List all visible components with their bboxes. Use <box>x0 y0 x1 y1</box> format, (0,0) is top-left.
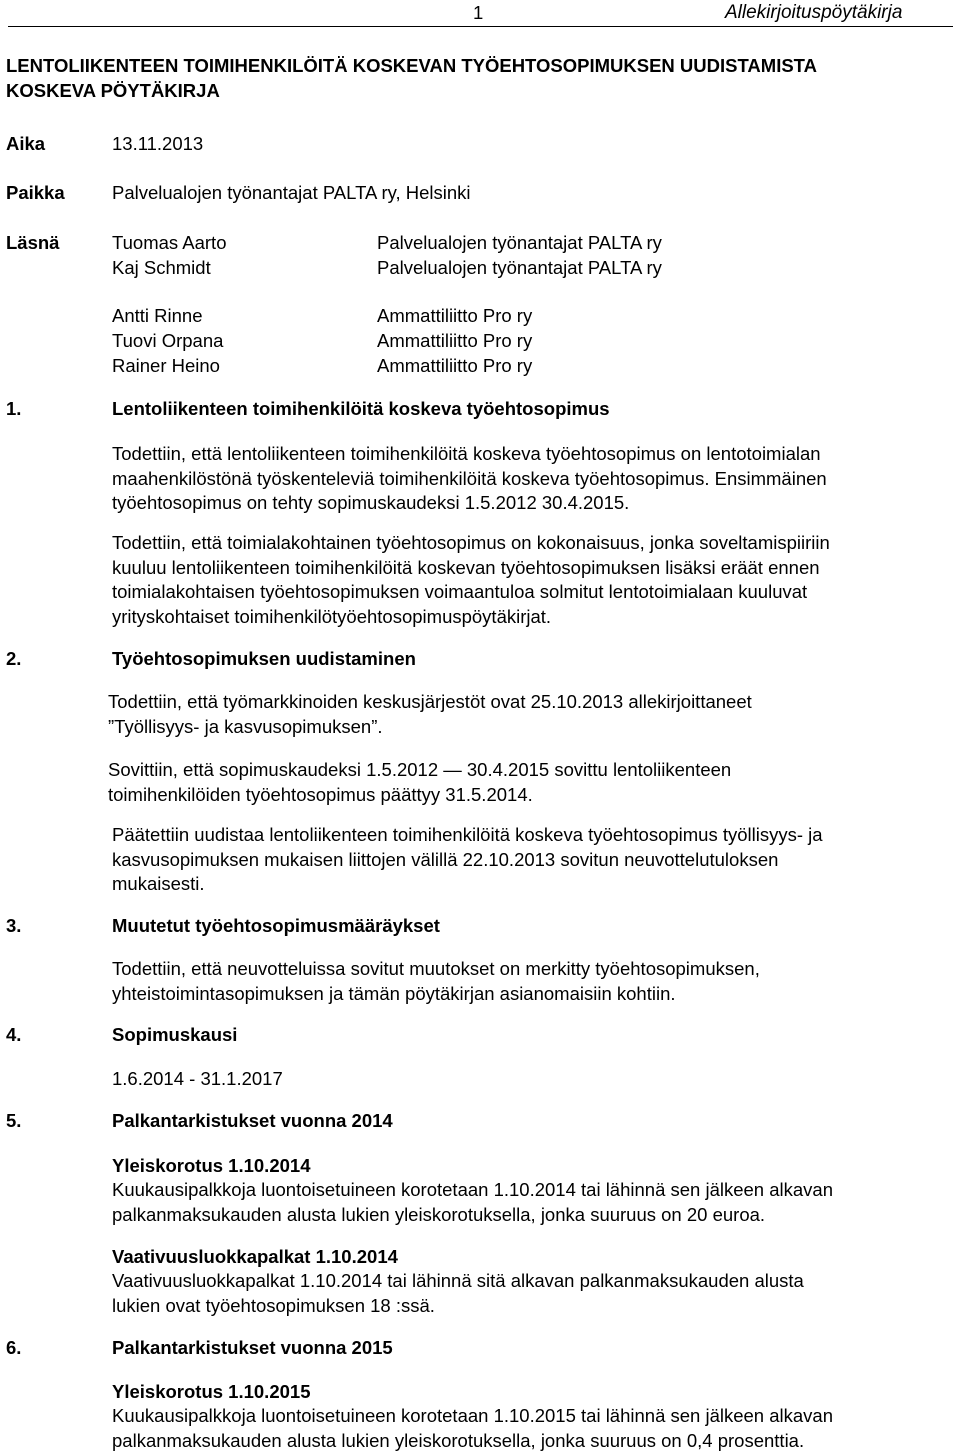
paragraph-line: Päätettiin uudistaa lentoliikenteen toimihenkilöitä koskeva työehtosopimus työllisyys- ja <box>112 824 823 845</box>
paragraph-line: maahenkilöstönä työskenteleviä toimihenkilöitä koskeva työehtosopimus. Ensimmäinen <box>112 467 827 489</box>
paragraph-line: Kuukausipalkkoja luontoisetuineen korotetaan 1.10.2014 tai lähinnä sen jälkeen alkavan <box>112 1179 833 1200</box>
paragraph-line: Todettiin, että työmarkkinoiden keskusjärjestöt ovat 25.10.2013 allekirjoittaneet <box>108 691 752 712</box>
paragraph-line: mukaisesti. <box>112 873 205 895</box>
section-1-paragraph-1 <box>112 442 827 516</box>
paragraph-line: Todettiin, että toimialakohtainen työehtosopimus on kokonaisuus, jonka soveltamispiiriin <box>112 532 830 553</box>
paragraph-line: kasvusopimuksen mukaisen liittojen välillä 22.10.2013 sovitun neuvottelutuloksen <box>112 848 779 870</box>
lasna-label: Läsnä <box>6 232 60 253</box>
section-5-number: 5. <box>6 1110 22 1131</box>
attendee-org: Palvelualojen työnantajat PALTA ry <box>377 232 662 253</box>
section-1-number: 1. <box>6 398 22 419</box>
attendee-name: Kaj Schmidt <box>112 257 211 278</box>
section-2-number: 2. <box>6 648 22 669</box>
section-3-number: 3. <box>6 915 22 936</box>
section-5-subheading-2: Vaativuusluokkapalkat 1.10.2014 <box>112 1246 398 1267</box>
section-2-paragraph-1 <box>108 690 752 739</box>
paragraph-line: työehtosopimus on tehty sopimuskaudeksi 1.5.2012 30.4.2015. <box>112 492 630 514</box>
paragraph-line: kuuluu lentoliikenteen toimihenkilöitä koskevan työehtosopimuksen lisäksi eräät ennen <box>112 556 820 578</box>
paikka-label: Paikka <box>6 182 65 203</box>
attendee-name: Antti Rinne <box>112 305 203 326</box>
document-type: Allekirjoituspöytäkirja <box>725 2 903 23</box>
aika-label: Aika <box>6 133 46 154</box>
paragraph-line: Todettiin, että neuvotteluissa sovitut muutokset on merkitty työehtosopimuksen, <box>112 958 760 979</box>
paragraph-line: palkanmaksukauden alusta lukien yleiskorotuksella, jonka suuruus on 0,4 prosenttia. <box>112 1429 805 1451</box>
paragraph-line: lukien ovat työehtosopimuksen 18 :ssä. <box>112 1294 435 1316</box>
section-6-title: Palkantarkistukset vuonna 2015 <box>112 1337 393 1358</box>
paragraph-line: yrityskohtaiset toimihenkilötyöehtosopimuspöytäkirjat. <box>112 605 552 627</box>
document-title-line-2: KOSKEVA PÖYTÄKIRJA <box>6 80 220 101</box>
section-4-number: 4. <box>6 1024 22 1045</box>
paragraph-line: toimihenkilöiden työehtosopimus päättyy 31.5.2014. <box>108 783 533 805</box>
section-4-title: Sopimuskausi <box>112 1024 238 1045</box>
section-5-title: Palkantarkistukset vuonna 2014 <box>112 1110 393 1131</box>
section-5-subparagraph-2 <box>112 1269 804 1318</box>
attendee-name: Tuovi Orpana <box>112 330 224 351</box>
section-5-subparagraph-1 <box>112 1178 833 1227</box>
page-number: 1 <box>473 2 484 23</box>
paragraph-line: Todettiin, että lentoliikenteen toimihenkilöitä koskeva työehtosopimus on lentotoimialan <box>112 443 821 464</box>
attendee-name: Rainer Heino <box>112 355 220 376</box>
attendee-org: Ammattiliitto Pro ry <box>377 355 533 376</box>
paragraph-line: Vaativuusluokkapalkat 1.10.2014 tai lähinnä sitä alkavan palkanmaksukauden alusta <box>112 1270 804 1291</box>
contract-period: 1.6.2014 - 31.1.2017 <box>112 1068 283 1089</box>
section-2-title: Työehtosopimuksen uudistaminen <box>112 648 416 669</box>
paragraph-line: palkanmaksukauden alusta lukien yleiskorotuksella, jonka suuruus on 20 euroa. <box>112 1203 766 1225</box>
attendee-org: Ammattiliitto Pro ry <box>377 330 533 351</box>
section-6-subheading-1: Yleiskorotus 1.10.2015 <box>112 1381 311 1402</box>
paikka-value: Palvelualojen työnantajat PALTA ry, Helsinki <box>112 182 471 203</box>
attendee-org: Palvelualojen työnantajat PALTA ry <box>377 257 662 278</box>
section-3-title: Muutetut työehtosopimusmääräykset <box>112 915 440 936</box>
section-5-subheading-1: Yleiskorotus 1.10.2014 <box>112 1155 311 1176</box>
section-6-subparagraph-1 <box>112 1404 833 1453</box>
paragraph-line: ”Työllisyys- ja kasvusopimuksen”. <box>108 715 383 737</box>
section-2-paragraph-2 <box>108 758 731 807</box>
attendee-org: Ammattiliitto Pro ry <box>377 305 533 326</box>
section-3-paragraph-1 <box>112 957 760 1006</box>
aika-value: 13.11.2013 <box>112 133 204 154</box>
section-1-paragraph-2 <box>112 531 830 629</box>
document-title-line-1: LENTOLIIKENTEEN TOIMIHENKILÖITÄ KOSKEVAN TYÖEHTOSOPIMUKSEN UUDISTAMISTA <box>6 55 817 76</box>
attendee-name: Tuomas Aarto <box>112 232 227 253</box>
paragraph-line: Sovittiin, että sopimuskaudeksi 1.5.2012 — 30.4.2015 sovittu lentoliikenteen <box>108 759 732 780</box>
paragraph-line: Kuukausipalkkoja luontoisetuineen korotetaan 1.10.2015 tai lähinnä sen jälkeen alkavan <box>112 1405 833 1426</box>
section-2-paragraph-3 <box>112 823 823 897</box>
paragraph-line: yhteistoimintasopimuksen ja tämän pöytäkirjan asianomaisiin kohtiin. <box>112 982 676 1004</box>
section-6-number: 6. <box>6 1337 22 1358</box>
paragraph-line: toimialakohtaisen työehtosopimuksen voimaantuloa solmitut lentotoimialaan kuuluvat <box>112 581 808 603</box>
header-rule <box>8 26 953 27</box>
section-1-title: Lentoliikenteen toimihenkilöitä koskeva työehtosopimus <box>112 398 610 419</box>
